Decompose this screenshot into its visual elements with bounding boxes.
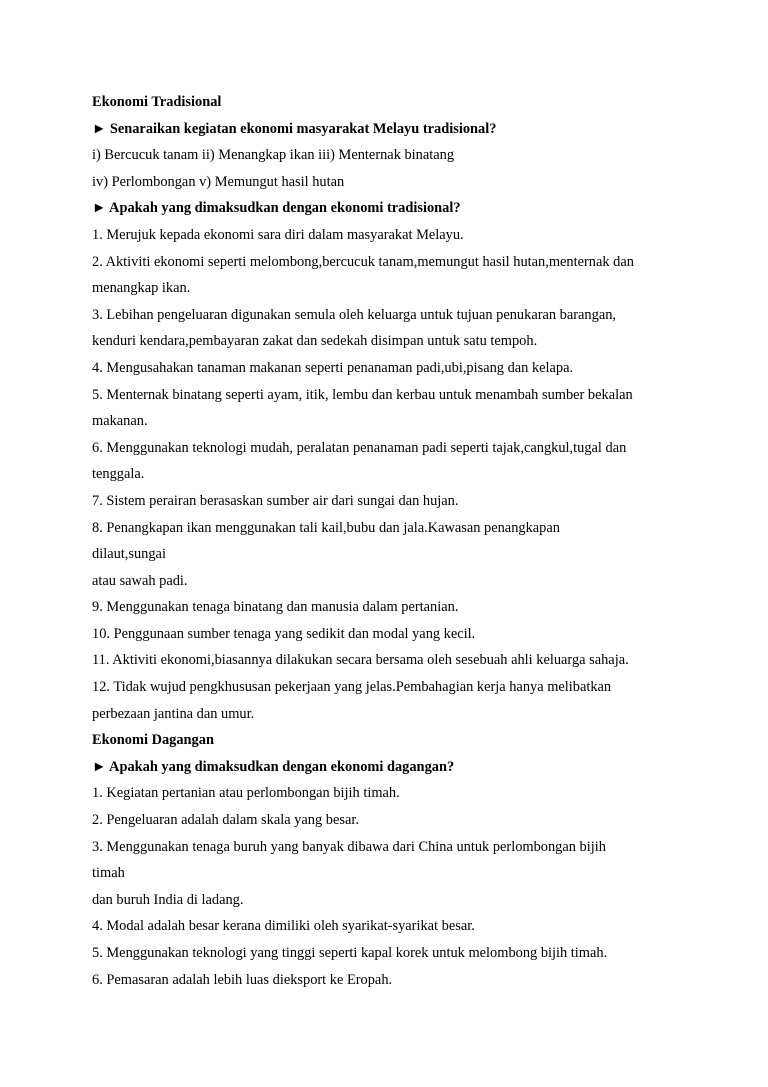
text-line: 6. Pemasaran adalah lebih luas dieksport ke Eropah.	[92, 971, 393, 988]
text-line: 2. Pengeluaran adalah dalam skala yang besar.	[92, 812, 359, 829]
text-line: dilaut,sungai	[92, 546, 166, 563]
text-line: timah	[92, 865, 125, 882]
text-line: perbezaan jantina dan umur.	[92, 705, 255, 722]
text-line: 1. Kegiatan pertanian atau perlombongan bijih timah.	[92, 785, 400, 802]
text-line: i) Bercucuk tanam ii) Menangkap ikan iii) Menternak binatang	[92, 147, 455, 164]
text-line: atau sawah padi.	[92, 572, 188, 589]
text-line: 3. Lebihan pengeluaran digunakan semula oleh keluarga untuk tujuan penukaran barangan,	[92, 306, 617, 323]
text-line: kenduri kendara,pembayaran zakat dan sedekah disimpan untuk satu tempoh.	[92, 333, 538, 350]
text-line: menangkap ikan.	[92, 280, 191, 297]
heading-line: ► Senaraikan kegiatan ekonomi masyarakat Melayu tradisional?	[92, 120, 497, 137]
heading-line: Ekonomi Dagangan	[92, 732, 214, 749]
text-line: 1. Merujuk kepada ekonomi sara diri dalam masyarakat Melayu.	[92, 226, 464, 243]
text-line: 7. Sistem perairan berasaskan sumber air dari sungai dan hujan.	[92, 492, 459, 509]
text-line: 5. Menternak binatang seperti ayam, itik, lembu dan kerbau untuk menambah sumber bekalan	[92, 386, 633, 403]
text-line: iv) Perlombongan v) Memungut hasil hutan	[92, 173, 345, 190]
text-line: 9. Menggunakan tenaga binatang dan manusia dalam pertanian.	[92, 599, 459, 616]
document-body	[92, 89, 732, 993]
text-line: 10. Penggunaan sumber tenaga yang sedikit dan modal yang kecil.	[92, 625, 476, 642]
heading-line: ► Apakah yang dimaksudkan dengan ekonomi dagangan?	[92, 758, 455, 775]
text-line: 4. Mengusahakan tanaman makanan seperti penanaman padi,ubi,pisang dan kelapa.	[92, 359, 574, 376]
text-line: 11. Aktiviti ekonomi,biasannya dilakukan secara bersama oleh sesebuah ahli keluarga sahaja.	[92, 652, 629, 669]
text-line: dan buruh India di ladang.	[92, 891, 244, 908]
text-line: makanan.	[92, 413, 148, 430]
text-line: 5. Menggunakan teknologi yang tinggi seperti kapal korek untuk melombong bijih timah.	[92, 945, 608, 961]
text-line: 4. Modal adalah besar kerana dimiliki oleh syarikat-syarikat besar.	[92, 918, 475, 935]
text-line: 12. Tidak wujud pengkhususan pekerjaan yang jelas.Pembahagian kerja hanya melibatkan	[92, 679, 612, 696]
text-line: 3. Menggunakan tenaga buruh yang banyak dibawa dari China untuk perlombongan bijih	[92, 838, 606, 855]
text-line: 2. Aktiviti ekonomi seperti melombong,bercucuk tanam,memungut hasil hutan,menternak dan	[92, 253, 634, 270]
text-line: 8. Penangkapan ikan menggunakan tali kail,bubu dan jala.Kawasan penangkapan	[92, 519, 560, 536]
heading-line: Ekonomi Tradisional	[92, 94, 222, 110]
text-line: tenggala.	[92, 466, 145, 483]
text-line: 6. Menggunakan teknologi mudah, peralatan penanaman padi seperti tajak,cangkul,tugal dan	[92, 439, 627, 456]
heading-line: ► Apakah yang dimaksudkan dengan ekonomi tradisional?	[92, 200, 461, 217]
